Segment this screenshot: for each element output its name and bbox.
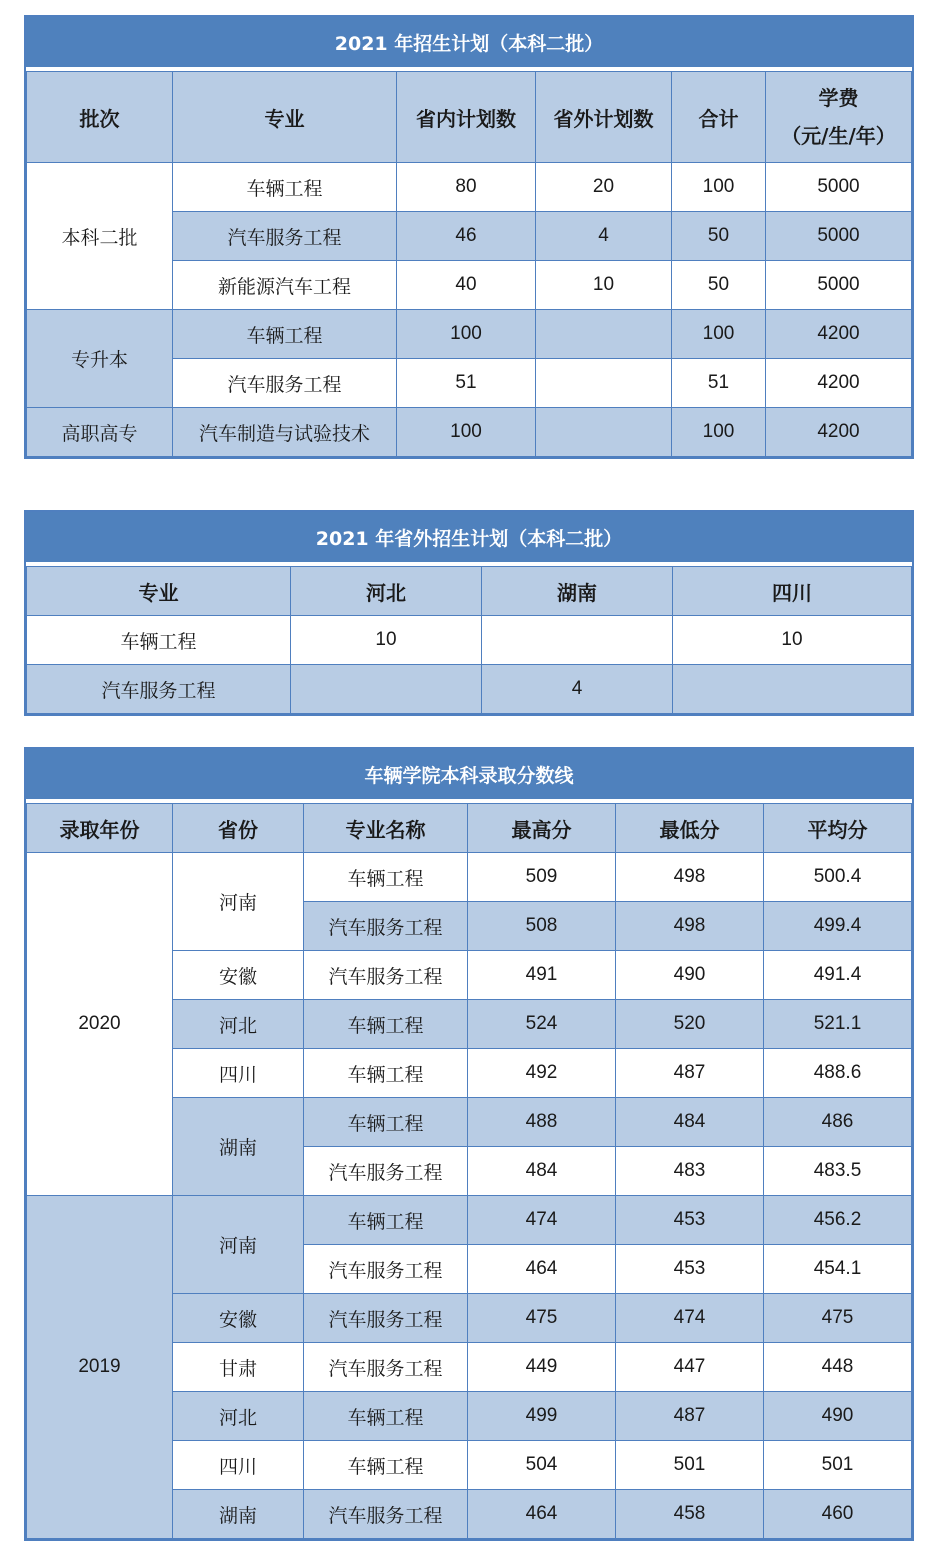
table-row [27, 853, 912, 902]
avg-cell: 521.1 [764, 1000, 912, 1049]
min-cell: 453 [616, 1196, 764, 1245]
admission-scores-table [24, 747, 914, 1541]
enrollment-plan-table [24, 15, 914, 459]
major-cell: 汽车服务工程 [304, 902, 468, 951]
avg-cell: 499.4 [764, 902, 912, 951]
province-cell: 安徽 [173, 951, 304, 1000]
hebei-cell [291, 665, 482, 714]
max-cell: 449 [468, 1343, 616, 1392]
sichuan-cell: 10 [673, 616, 912, 665]
header-avg: 平均分 [764, 804, 912, 853]
max-cell: 508 [468, 902, 616, 951]
max-cell: 524 [468, 1000, 616, 1049]
total-cell: 100 [672, 408, 766, 457]
max-cell: 464 [468, 1245, 616, 1294]
in-cell: 51 [397, 359, 536, 408]
header-min: 最低分 [616, 804, 764, 853]
min-cell: 483 [616, 1147, 764, 1196]
avg-cell: 501 [764, 1441, 912, 1490]
header-major: 专业 [173, 72, 397, 163]
header-tuition [766, 72, 912, 163]
max-cell: 509 [468, 853, 616, 902]
major-cell: 汽车服务工程 [304, 1245, 468, 1294]
year-cell: 2019 [27, 1196, 173, 1539]
header-sichuan: 四川 [673, 567, 912, 616]
major-cell: 汽车服务工程 [304, 1147, 468, 1196]
header-batch: 批次 [27, 72, 173, 163]
table-row [27, 1196, 912, 1245]
out-cell [536, 408, 672, 457]
avg-cell: 488.6 [764, 1049, 912, 1098]
max-cell: 491 [468, 951, 616, 1000]
in-cell: 46 [397, 212, 536, 261]
batch-cell: 高职高专 [27, 408, 173, 457]
batch-cell: 专升本 [27, 310, 173, 408]
min-cell: 498 [616, 902, 764, 951]
province-cell: 安徽 [173, 1294, 304, 1343]
avg-cell: 454.1 [764, 1245, 912, 1294]
major-cell: 汽车服务工程 [304, 1294, 468, 1343]
min-cell: 498 [616, 853, 764, 902]
out-cell: 20 [536, 163, 672, 212]
table-title: 2021 年省外招生计划（本科二批） [26, 512, 912, 566]
max-cell: 504 [468, 1441, 616, 1490]
major-cell: 汽车服务工程 [27, 665, 291, 714]
header-major: 专业名称 [304, 804, 468, 853]
major-cell: 车辆工程 [304, 1196, 468, 1245]
major-cell: 车辆工程 [27, 616, 291, 665]
header-hebei: 河北 [291, 567, 482, 616]
province-cell: 四川 [173, 1049, 304, 1098]
avg-cell: 460 [764, 1490, 912, 1539]
major-cell: 车辆工程 [304, 853, 468, 902]
min-cell: 453 [616, 1245, 764, 1294]
fee-cell: 5000 [766, 212, 912, 261]
total-cell: 51 [672, 359, 766, 408]
min-cell: 487 [616, 1392, 764, 1441]
max-cell: 499 [468, 1392, 616, 1441]
max-cell: 484 [468, 1147, 616, 1196]
in-cell: 80 [397, 163, 536, 212]
year-cell: 2020 [27, 853, 173, 1196]
table-row [27, 163, 912, 212]
min-cell: 501 [616, 1441, 764, 1490]
header-tuition-unit: （元/生/年） [781, 124, 896, 148]
batch-cell: 本科二批 [27, 163, 173, 310]
avg-cell: 486 [764, 1098, 912, 1147]
major-cell: 汽车服务工程 [173, 212, 397, 261]
fee-cell: 4200 [766, 359, 912, 408]
province-cell: 河北 [173, 1392, 304, 1441]
avg-cell: 500.4 [764, 853, 912, 902]
in-cell: 100 [397, 310, 536, 359]
hunan-cell: 4 [482, 665, 673, 714]
major-cell: 车辆工程 [304, 1441, 468, 1490]
max-cell: 474 [468, 1196, 616, 1245]
table-row [27, 616, 912, 665]
major-cell: 汽车服务工程 [304, 1343, 468, 1392]
table-title: 2021 年招生计划（本科二批） [26, 17, 912, 71]
header-major: 专业 [27, 567, 291, 616]
major-cell: 新能源汽车工程 [173, 261, 397, 310]
header-tuition-label: 学费 [818, 86, 859, 110]
max-cell: 492 [468, 1049, 616, 1098]
table-row [27, 310, 912, 359]
major-cell: 汽车服务工程 [304, 1490, 468, 1539]
hebei-cell: 10 [291, 616, 482, 665]
header-max: 最高分 [468, 804, 616, 853]
fee-cell: 4200 [766, 408, 912, 457]
province-cell: 湖南 [173, 1490, 304, 1539]
min-cell: 490 [616, 951, 764, 1000]
header-hunan: 湖南 [482, 567, 673, 616]
fee-cell: 4200 [766, 310, 912, 359]
table-row [27, 665, 912, 714]
max-cell: 475 [468, 1294, 616, 1343]
total-cell: 50 [672, 261, 766, 310]
major-cell: 车辆工程 [304, 1049, 468, 1098]
avg-cell: 490 [764, 1392, 912, 1441]
fee-cell: 5000 [766, 261, 912, 310]
out-cell [536, 310, 672, 359]
out-of-province-plan-table [24, 510, 914, 716]
min-cell: 484 [616, 1098, 764, 1147]
province-cell: 河南 [173, 1196, 304, 1294]
avg-cell: 456.2 [764, 1196, 912, 1245]
header-year: 录取年份 [27, 804, 173, 853]
header-total: 合计 [672, 72, 766, 163]
major-cell: 汽车制造与试验技术 [173, 408, 397, 457]
max-cell: 464 [468, 1490, 616, 1539]
avg-cell: 491.4 [764, 951, 912, 1000]
province-cell: 河南 [173, 853, 304, 951]
min-cell: 458 [616, 1490, 764, 1539]
table-title: 车辆学院本科录取分数线 [26, 749, 912, 803]
table-row [27, 408, 912, 457]
province-cell: 河北 [173, 1000, 304, 1049]
major-cell: 车辆工程 [173, 163, 397, 212]
min-cell: 487 [616, 1049, 764, 1098]
out-cell [536, 359, 672, 408]
province-cell: 湖南 [173, 1098, 304, 1196]
major-cell: 汽车服务工程 [173, 359, 397, 408]
fee-cell: 5000 [766, 163, 912, 212]
avg-cell: 483.5 [764, 1147, 912, 1196]
avg-cell: 475 [764, 1294, 912, 1343]
out-cell: 10 [536, 261, 672, 310]
hunan-cell [482, 616, 673, 665]
total-cell: 50 [672, 212, 766, 261]
header-province: 省份 [173, 804, 304, 853]
major-cell: 汽车服务工程 [304, 951, 468, 1000]
max-cell: 488 [468, 1098, 616, 1147]
major-cell: 车辆工程 [304, 1098, 468, 1147]
min-cell: 474 [616, 1294, 764, 1343]
sichuan-cell [673, 665, 912, 714]
total-cell: 100 [672, 310, 766, 359]
total-cell: 100 [672, 163, 766, 212]
major-cell: 车辆工程 [304, 1000, 468, 1049]
out-cell: 4 [536, 212, 672, 261]
province-cell: 甘肃 [173, 1343, 304, 1392]
major-cell: 车辆工程 [304, 1392, 468, 1441]
avg-cell: 448 [764, 1343, 912, 1392]
min-cell: 520 [616, 1000, 764, 1049]
min-cell: 447 [616, 1343, 764, 1392]
in-cell: 40 [397, 261, 536, 310]
province-cell: 四川 [173, 1441, 304, 1490]
in-cell: 100 [397, 408, 536, 457]
major-cell: 车辆工程 [173, 310, 397, 359]
header-in-province: 省内计划数 [397, 72, 536, 163]
header-out-province: 省外计划数 [536, 72, 672, 163]
